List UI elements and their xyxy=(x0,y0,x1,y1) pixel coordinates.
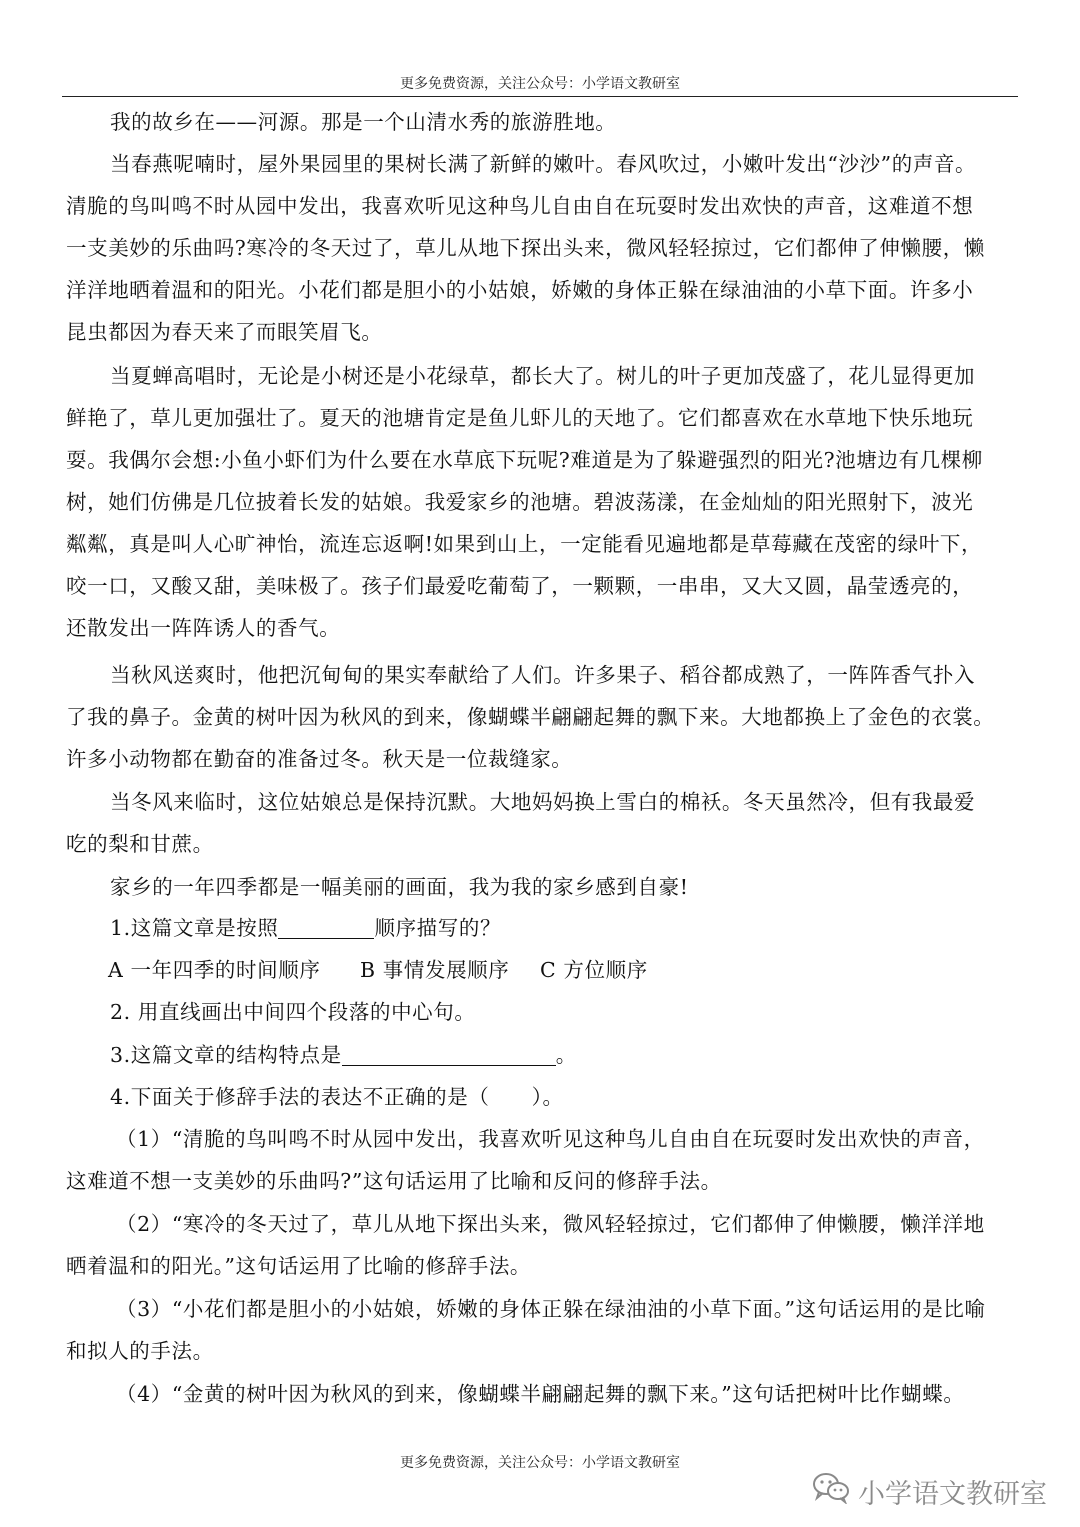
text-line: 昆虫都因为春天来了而眼笑眉飞。 xyxy=(66,320,383,344)
text-line: 和拟人的手法。 xyxy=(66,1339,214,1363)
watermark xyxy=(812,1471,1047,1511)
text-line: 我的故乡在——河源。那是一个山清水秀的旅游胜地。 xyxy=(110,110,617,134)
question-3 xyxy=(66,1034,1018,1076)
text-line: 当夏蝉高唱时，无论是小树还是小花绿草，都长大了。树儿的叶子更加茂盛了，花儿显得更加 xyxy=(110,364,976,388)
text-line: 树，她们仿佛是几位披着长发的姑娘。我爱家乡的池塘。碧波荡漾，在金灿灿的阳光照射下，波光 xyxy=(66,490,974,514)
text-line: （1）“清脆的鸟叫鸣不时从园中发出，我喜欢听见这种鸟儿自由自在玩耍时发出欢快的声音， xyxy=(116,1127,985,1151)
paragraph-autumn xyxy=(66,654,1018,780)
paragraph-winter xyxy=(66,781,1018,865)
text-line: 这难道不想一支美妙的乐曲吗?”这句话运用了比喻和反问的修辞手法。 xyxy=(66,1169,722,1193)
question-2 xyxy=(66,991,1018,1033)
option-a: A 一年四季的时间顺序 xyxy=(108,958,321,982)
question-1-options xyxy=(66,949,1018,991)
paragraph-summer xyxy=(66,355,1018,649)
question-3-text-end: 。 xyxy=(555,1043,577,1067)
page-footer: 更多免费资源，关注公众号：小学语文教研室 xyxy=(400,1455,680,1471)
paragraph-spring xyxy=(66,143,1018,353)
page-header: 更多免费资源，关注公众号：小学语文教研室 xyxy=(400,76,680,92)
text-line: 耍。我偶尔会想:小鱼小虾们为什么要在水草底下玩呢?难道是为了躲避强烈的阳光?池塘边有几棵柳 xyxy=(66,448,983,472)
statement-4 xyxy=(66,1373,1018,1415)
text-line: 粼粼，真是叫人心旷神怡，流连忘返啊!如果到山上，一定能看见遍地都是草莓藏在茂密的绿叶下， xyxy=(66,532,983,556)
question-4-text: 4.下面关于修辞手法的表达不正确的是（ ）。 xyxy=(110,1085,564,1109)
question-4 xyxy=(66,1076,1018,1118)
watermark-text: 小学语文教研室 xyxy=(858,1478,1047,1510)
question-1-text: 1.这篇文章是按照 xyxy=(110,916,279,940)
text-line: 一支美妙的乐曲吗?寒冷的冬天过了，草儿从地下探出头来，微风轻轻掠过，它们都伸了伸懒腰，懒 xyxy=(66,236,985,260)
option-b: B 事情发展顺序 xyxy=(360,958,510,982)
text-line: 清脆的鸟叫鸣不时从园中发出，我喜欢听见这种鸟儿自由自在玩耍时发出欢快的声音，这难道不想 xyxy=(66,194,974,218)
statement-2 xyxy=(66,1203,1018,1287)
header-divider xyxy=(62,96,1018,97)
text-line: 当秋风送爽时，他把沉甸甸的果实奉献给了人们。许多果子、稻谷都成熟了，一阵阵香气扑入 xyxy=(110,663,976,687)
text-line: 吃的梨和甘蔗。 xyxy=(66,832,214,856)
text-line: 许多小动物都在勤奋的准备过冬。秋天是一位裁缝家。 xyxy=(66,747,573,771)
statement-1 xyxy=(66,1118,1018,1202)
question-1 xyxy=(66,907,1018,949)
text-line: 当冬风来临时，这位姑娘总是保持沉默。大地妈妈换上雪白的棉袄。冬天虽然冷，但有我最爱 xyxy=(110,790,976,814)
question-3-text: 3.这篇文章的结构特点是 xyxy=(110,1043,342,1067)
text-line: 了我的鼻子。金黄的树叶因为秋风的到来，像蝴蝶半翩翩起舞的飘下来。大地都换上了金色的衣裳。 xyxy=(66,705,995,729)
text-line: 当春燕呢喃时，屋外果园里的果树长满了新鲜的嫩叶。春风吹过，小嫩叶发出“沙沙”的声音。 xyxy=(110,152,977,176)
text-line: 还散发出一阵阵诱人的香气。 xyxy=(66,616,341,640)
text-line: 洋洋地晒着温和的阳光。小花们都是胆小的小姑娘，娇嫩的身体正躲在绿油油的小草下面。许多小 xyxy=(66,278,974,302)
answer-blank[interactable] xyxy=(278,916,374,939)
text-line: （4）“金黄的树叶因为秋风的到来，像蝴蝶半翩翩起舞的飘下来。”这句话把树叶比作蝴蝶。 xyxy=(116,1382,965,1406)
question-2-text: 2. 用直线画出中间四个段落的中心句。 xyxy=(110,1000,476,1024)
paragraph-intro xyxy=(66,101,1018,143)
text-line: 家乡的一年四季都是一幅美丽的画面，我为我的家乡感到自豪! xyxy=(110,875,689,899)
paragraph-conclusion xyxy=(66,866,1018,908)
text-line: 鲜艳了，草儿更加强壮了。夏天的池塘肯定是鱼儿虾儿的天地了。它们都喜欢在水草地下快乐地玩 xyxy=(66,406,974,430)
text-line: （2）“寒冷的冬天过了，草儿从地下探出头来，微风轻轻掠过，它们都伸了伸懒腰，懒洋洋地 xyxy=(116,1212,985,1236)
option-c: C 方位顺序 xyxy=(540,958,648,982)
question-1-text-end: 顺序描写的？ xyxy=(374,916,502,940)
wechat-icon xyxy=(812,1472,858,1511)
answer-blank[interactable] xyxy=(342,1043,556,1066)
text-line: 晒着温和的阳光。”这句话运用了比喻的修辞手法。 xyxy=(66,1254,532,1278)
statement-3 xyxy=(66,1288,1018,1372)
text-line: 咬一口，又酸又甜，美味极了。孩子们最爱吃葡萄了，一颗颗，一串串，又大又圆，晶莹透亮的， xyxy=(66,574,974,598)
text-line: （3）“小花们都是胆小的小姑娘，娇嫩的身体正躲在绿油油的小草下面。”这句话运用的是比喻 xyxy=(116,1297,986,1321)
